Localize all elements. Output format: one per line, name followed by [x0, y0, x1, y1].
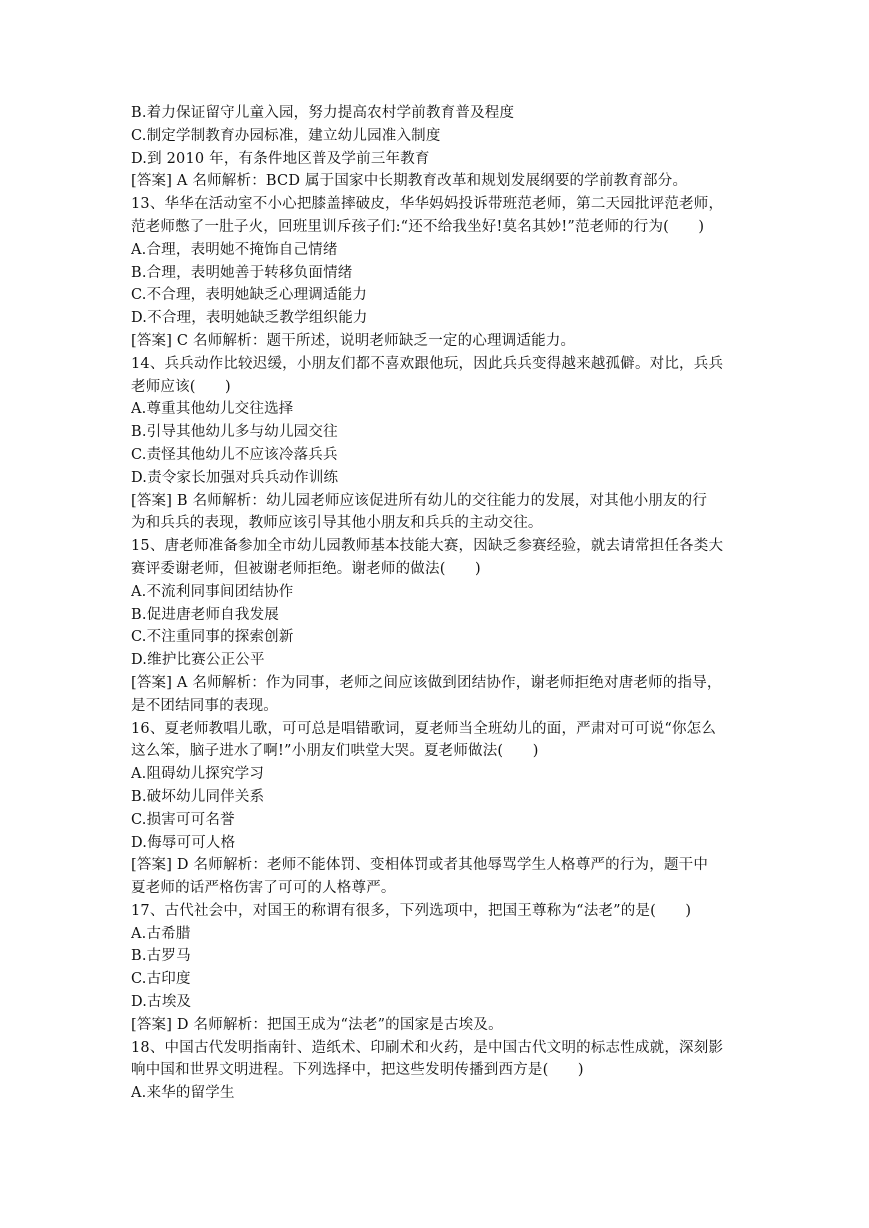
text-line: C.制定学制教育办园标准，建立幼儿园准入制度 — [131, 127, 441, 144]
text-line: C.不注重同事的探索创新 — [131, 629, 294, 646]
text-line: [答案] B 名师解析：幼儿园老师应该促进所有幼儿的交往能力的发展，对其他小朋友的行 — [131, 492, 708, 509]
text-line: C.责怪其他幼儿不应该冷落兵兵 — [131, 446, 338, 463]
text-line: D.古埃及 — [131, 994, 192, 1011]
text-line: 是不团结同事的表现。 — [131, 697, 278, 714]
text-line: B.促进唐老师自我发展 — [131, 606, 279, 623]
text-line: 14、兵兵动作比较迟缓，小朋友们都不喜欢跟他玩，因此兵兵变得越来越孤僻。对比，兵兵 — [131, 355, 724, 372]
text-line: D.责令家长加强对兵兵动作训练 — [131, 469, 339, 486]
text-line: A.合理，表明她不掩饰自己情绪 — [131, 241, 338, 258]
text-line: A.来华的留学生 — [131, 1085, 235, 1102]
text-line: 赛评委谢老师，但被谢老师拒绝。谢老师的做法( ) — [131, 560, 481, 577]
text-line: 17、古代社会中，对国王的称谓有很多，下列选项中，把国王尊称为“法老”的是( ) — [131, 902, 692, 919]
text-line: D.维护比赛公正公平 — [131, 652, 265, 669]
text-line: C.不合理，表明她缺乏心理调适能力 — [131, 287, 368, 304]
text-line: B.破坏幼儿同伴关系 — [131, 788, 265, 805]
text-line: D.到 2010 年，有条件地区普及学前三年教育 — [131, 150, 430, 167]
text-line: 这么笨，脑子进水了啊!”小朋友们哄堂大哭。夏老师做法( ) — [131, 743, 539, 760]
text-line: [答案] D 名师解析：把国王成为“法老”的国家是古埃及。 — [131, 1016, 503, 1033]
text-line: A.古希腊 — [131, 925, 191, 942]
text-line: B.引导其他幼儿多与幼儿园交往 — [131, 424, 338, 441]
text-line: 13、华华在活动室不小心把膝盖摔破皮，华华妈妈投诉带班范老师，第二天园批评范老师， — [131, 196, 724, 213]
text-line: [答案] A 名师解析：BCD 属于国家中长期教育改革和规划发展纲要的学前教育部分。 — [131, 173, 688, 190]
text-line: B.合理，表明她善于转移负面情绪 — [131, 264, 353, 281]
text-line: 15、唐老师准备参加全市幼儿园教师基本技能大赛，因缺乏参赛经验，就去请常担任各类大 — [131, 538, 724, 555]
text-line: 夏老师的话严格伤害了可可的人格尊严。 — [131, 880, 396, 897]
text-line: A.阻碍幼儿探究学习 — [131, 766, 265, 783]
text-line: D.不合理，表明她缺乏教学组织能力 — [131, 310, 368, 327]
text-line: [答案] D 名师解析：老师不能体罚、变相体罚或者其他辱骂学生人格尊严的行为，题干中 — [131, 857, 709, 874]
text-line: C.古印度 — [131, 971, 191, 988]
text-line: D.侮辱可可人格 — [131, 834, 236, 851]
text-line: 16、夏老师教唱儿歌，可可总是唱错歌词，夏老师当全班幼儿的面，严肃对可可说“你怎么 — [131, 720, 717, 737]
text-line: [答案] C 名师解析：题干所述，说明老师缺乏一定的心理调适能力。 — [131, 332, 576, 349]
document-body — [131, 102, 743, 1105]
text-line: B.着力保证留守儿童入园，努力提高农村学前教育普及程度 — [131, 105, 515, 121]
text-line: A.不流利同事间团结协作 — [131, 583, 294, 600]
text-line: [答案] A 名师解析：作为同事，老师之间应该做到团结协作，谢老师拒绝对唐老师的指导， — [131, 674, 722, 691]
text-line: 响中国和世界文明进程。下列选择中，把这些发明传播到西方是( ) — [131, 1062, 584, 1079]
text-line: 为和兵兵的表现，教师应该引导其他小朋友和兵兵的主动交往。 — [131, 515, 543, 532]
text-line: 18、中国古代发明指南针、造纸术、印刷术和火药，是中国古代文明的标志性成就，深刻影 — [131, 1039, 724, 1056]
text-line: A.尊重其他幼儿交往选择 — [131, 401, 294, 418]
text-line: 范老师憋了一肚子火，回班里训斥孩子们:“还不给我坐好!莫名其妙!”范老师的行为( ) — [131, 218, 705, 235]
text-line: B.古罗马 — [131, 948, 191, 965]
text-line: 老师应该( ) — [131, 378, 231, 395]
text-line: C.损害可可名誉 — [131, 811, 235, 828]
